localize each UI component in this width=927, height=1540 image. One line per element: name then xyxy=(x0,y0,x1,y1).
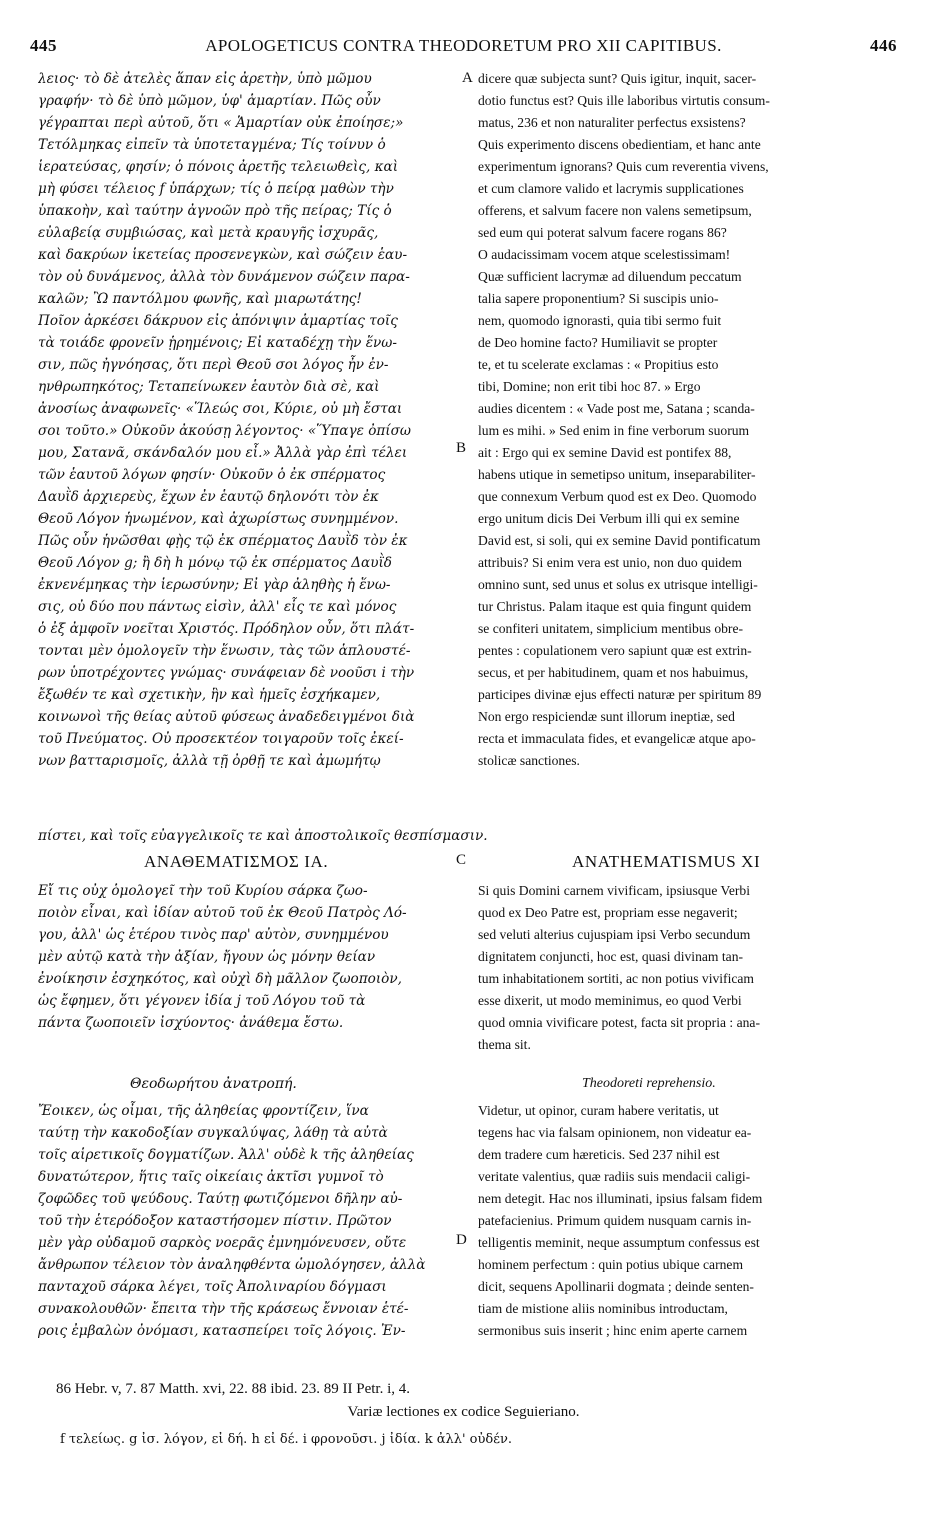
text-line: Quæ sufficient lacrymæ ad diluendum peccatum xyxy=(478,269,742,284)
text-line: offerens, et salvum facere non valens semetipsum, xyxy=(478,203,752,218)
text-line: γου, ἀλλ' ὡς ἑτέρου τινὸς παρ' αὐτὸν, συνημμένου xyxy=(38,927,389,943)
text-line: Θεοῦ Λόγον ἡνωμένον, καὶ ἀχωρίστως συνημμένον. xyxy=(38,511,399,527)
text-line: μὴ φύσει τέλειος f ὑπάρχων; τίς ὁ πείρᾳ μαθὼν τὴν xyxy=(38,181,394,197)
text-line: que connexum Verbum quod est ex Deo. Quomodo xyxy=(478,489,757,504)
text-line: tiam de mistione aliis nominibus introductam, xyxy=(478,1301,728,1316)
text-line: τοῖς αἱρετικοῖς δογματίζων. Ἀλλ' οὐδὲ k τῆς ἀληθείας xyxy=(38,1147,414,1163)
text-line: εὐλαβείᾳ συμβιώσας, καὶ μετὰ κραυγῆς ἰσχυρᾶς, xyxy=(38,225,379,241)
text-line: quod ex Deo Patre est, propriam esse negaverit; xyxy=(478,905,738,920)
text-line: de Deo homine facto? Humiliavit se propter xyxy=(478,335,718,350)
text-line: ἄνθρωπον τέλειον τὸν ἀναληφθέντα ὡμολόγησεν, ἀλλὰ xyxy=(38,1257,426,1273)
text-line: Θεοῦ Λόγον g; ἢ δὴ h μόνῳ τῷ ἐκ σπέρματος Δαυῒδ xyxy=(38,555,392,571)
text-line: audies dicentem : « Vade post me, Satana ; scanda- xyxy=(478,401,755,416)
text-line: nem detegit. Hac nos illuminati, ipsius falsam fidem xyxy=(478,1191,763,1206)
latin-section-title: ANATHEMATISMUS XI xyxy=(572,852,761,871)
text-line: tegens hac via falsam opinionem, non videatur ea- xyxy=(478,1125,752,1140)
text-line: dignitatem conjuncti, hoc est, quasi divinam tan- xyxy=(478,949,744,964)
text-line: ταύτῃ τὴν κακοδοξίαν συγκαλύψας, λάθῃ τὰ αὐτὰ xyxy=(38,1125,388,1141)
text-line: tibi, Domine; non erit tibi hoc 87. » Ergo xyxy=(478,379,701,394)
text-line: quod omnia vivificare potest, facta sit propria : ana- xyxy=(478,1015,760,1030)
page-header xyxy=(30,36,897,58)
text-line: veritate valentius, quæ radiis suis mendacii caligi- xyxy=(478,1169,751,1184)
text-line: Ποῖον ἀρκέσει δάκρυον εἰς ἀπόνιψιν ἁμαρτίας τοῖς xyxy=(38,313,398,329)
text-line: ηνθρωπηκότος; Τεταπείνωκεν ἑαυτὸν διὰ σὲ, καὶ xyxy=(38,379,380,395)
text-line: tur Christus. Palam itaque est quia fingunt quidem xyxy=(478,599,752,614)
text-line: ροις ἐμβαλὼν ὀνόμασι, κατασπείρει τοῖς λόγοις. Ἐν- xyxy=(38,1323,406,1339)
running-title: APOLOGETICUS CONTRA THEODORETUM PRO XII CAPITIBUS. xyxy=(205,36,722,55)
text-line: dicit, sequens Apollinarii dogmata ; deinde senten- xyxy=(478,1279,754,1294)
text-line: dotio functus est? Quis ille laboribus virtutis consum- xyxy=(478,93,770,108)
text-line: hominem perfectum : quin potius ubique carnem xyxy=(478,1257,744,1272)
text-line: dem tradere cum hæreticis. Sed 237 nihil est xyxy=(478,1147,720,1162)
text-line: ζοφῶδες τοῦ ψεύδους. Ταύτῃ φωτιζόμενοι δῆλην αὐ- xyxy=(38,1191,403,1207)
text-line: ἐνοίκησιν ἐσχηκότος, καὶ οὐχὶ δὴ μᾶλλον ζωοποιὸν, xyxy=(38,971,402,987)
text-line: recta et immaculata fides, et evangelicæ atque apo- xyxy=(478,731,756,746)
latin-anathema-text xyxy=(478,880,898,1056)
latin-column-top xyxy=(478,68,898,772)
text-line: ἔξωθέν τε καὶ σχετικὴν, ἣν καὶ ἡμεῖς ἐσχήκαμεν, xyxy=(38,687,381,703)
text-line: δυνατώτερον, ἥτις ταῖς οἰκείαις ἀκτῖσι γυμνοῖ τὸ xyxy=(38,1169,384,1185)
text-line: πάντα ζωοποιεῖν ἰσχύοντος· ἀνάθεμα ἔστω. xyxy=(38,1015,344,1031)
text-line: pentes : copulationem vero sapiunt quæ est extrin- xyxy=(478,643,752,658)
text-line: γραφήν· τὸ δὲ ὑπὸ μῶμον, ὑφ' ἁμαρτίαν. Πῶς οὖν xyxy=(38,93,381,109)
text-line: μὲν αὐτῷ κατὰ τὴν ἀξίαν, ἤγουν ὡς μόνην θείαν xyxy=(38,949,376,965)
text-line: λειος· τὸ δὲ ἀτελὲς ἅπαν εἰς ἀρετὴν, ὑπὸ μῶμου xyxy=(38,71,372,87)
text-line: ποιὸν εἶναι, καὶ ἰδίαν αὐτοῦ τοῦ ἐκ Θεοῦ Πατρὸς Λό- xyxy=(38,905,407,921)
text-line: talia sapere proponentium? Si suscipis unio- xyxy=(478,291,719,306)
text-line: σιν, πῶς ἠγνόησας, ὅτι περὶ Θεοῦ σοι λόγος ἦν ἐν- xyxy=(38,357,389,373)
text-line: stolicæ sanctiones. xyxy=(478,753,580,768)
text-line: κοινωνοὶ τῆς θείας αὐτοῦ φύσεως ἀναδεδειγμένοι διὰ xyxy=(38,709,415,725)
margin-marker-b: B xyxy=(456,440,467,456)
greek-subtitle: Θεοδωρήτου ἀνατροπή. xyxy=(130,1076,297,1092)
text-line: τοῦ Πνεύματος. Οὐ προσεκτέον τοιγαροῦν τοῖς ἐκεί- xyxy=(38,731,404,747)
text-line: μου, Σατανᾶ, σκάνδαλόν μου εἶ.» Ἀλλὰ γὰρ ἐπὶ τέλει xyxy=(38,445,408,461)
text-line: Δαυῒδ ἀρχιερεὺς, ἔχων ἐν ἑαυτῷ δηλονότι τὸν ἐκ xyxy=(38,489,379,505)
greek-final-line: πίστει, καὶ τοῖς εὐαγγελικοῖς τε καὶ ἀποστολικοῖς θεσπίσμασιν. xyxy=(38,828,488,844)
text-line: τῶν ἑαυτοῦ λόγων φησίν· Οὐκοῦν ὁ ἐκ σπέρματος xyxy=(38,467,386,483)
variant-readings: f τελείως. g ἰσ. λόγον, εἰ δή. h εἰ δέ. i φρονοῦσι. j ἰδία. k ἀλλ' οὐδέν. xyxy=(60,1432,513,1447)
text-line: experimentum ignorans? Quis cum reverentia vivens, xyxy=(478,159,769,174)
margin-marker-c: C xyxy=(456,852,467,868)
right-page-number: 446 xyxy=(870,36,897,55)
text-line: secus, et per habitudinem, quam et nos habuimus, xyxy=(478,665,749,680)
text-line: ἀνοσίως ἀναφωνεῖς· «Ἵλεώς σοι, Κύριε, οὐ μὴ ἔσται xyxy=(38,401,403,417)
text-line: ἱερατεύσας, φησίν; ὁ πόνοις ἀρετῆς τελειωθεὶς, καὶ xyxy=(38,159,399,175)
text-line: μὲν γὰρ οὐδαμοῦ σαρκὸς νοερᾶς ἐμνημόνευσεν, οὔτε xyxy=(38,1235,407,1251)
variants-title: Variæ lectiones ex codice Seguieriano. xyxy=(347,1404,580,1420)
footnotes: 86 Hebr. v, 7. 87 Matth. xvi, 22. 88 ibid. 23. 89 II Petr. i, 4. xyxy=(56,1381,411,1397)
text-line: omnino sunt, sed unus et solus ex utrisque intelligi- xyxy=(478,577,758,592)
text-line: habens utique in semetipso unitum, inseparabiliter- xyxy=(478,467,756,482)
text-line: σοι τοῦτο.» Οὐκοῦν ἀκούσῃ λέγοντος· «Ὕπαγε ὀπίσω xyxy=(38,423,412,439)
text-line: Quis experimento discens obedientiam, et hanc ante xyxy=(478,137,761,152)
text-line: thema sit. xyxy=(478,1037,531,1052)
greek-reprehension-text xyxy=(38,1100,460,1342)
text-line: et cum clamore valido et lacrymis supplicationes xyxy=(478,181,744,196)
text-line: ὁ ἐξ ἀμφοῖν νοεῖται Χριστός. Πρόδηλον οὖν, ὅτι πλάτ- xyxy=(38,621,415,637)
greek-column-top xyxy=(38,68,460,772)
text-line: attribuis? Si enim vera est unio, non duo quidem xyxy=(478,555,742,570)
text-line: τονται μὲν ὁμολογεῖν τὴν ἕνωσιν, τὰς τῶν ἁπλουστέ- xyxy=(38,643,411,659)
text-line: ὡς ἔφημεν, ὅτι γέγονεν ἰδία j τοῦ Λόγου τοῦ τὰ xyxy=(38,993,366,1009)
text-line: nem, quomodo ignorasti, quia tibi sermo fuit xyxy=(478,313,722,328)
text-line: lum es mihi. » Sed enim in fine verborum suorum xyxy=(478,423,750,438)
text-line: sed eum qui poterat salvum facere rogans 86? xyxy=(478,225,727,240)
text-line: Non ergo respiciendæ sunt illorum ineptiæ, sed xyxy=(478,709,735,724)
text-line: participes divinæ ejus effecti naturæ per spiritum 89 xyxy=(478,687,762,702)
text-line: καλῶν; Ὢ παντόλμου φωνῆς, καὶ μιαρωτάτης! xyxy=(38,291,362,307)
text-line: Πῶς οὖν ἡνῶσθαι φῂς τῷ ἐκ σπέρματος Δαυῒδ τὸν ἐκ xyxy=(38,533,408,549)
text-line: καὶ δακρύων ἱκετείας προσενεγκὼν, καὶ σώζειν ἑαυ- xyxy=(38,247,408,263)
text-line: γέγραπται περὶ αὐτοῦ, ὅτι « Ἁμαρτίαν οὐκ ἐποίησε;» xyxy=(38,115,404,131)
text-line: tum inhabitationem sortiti, ac non potius vivificam xyxy=(478,971,754,986)
text-line: Si quis Domini carnem vivificam, ipsiusque Verbi xyxy=(478,883,750,898)
text-line: ὑπακοὴν, καὶ ταύτην ἀγνοῶν πρὸ τῆς πείρας; Τίς ὁ xyxy=(38,203,392,219)
text-line: Videtur, ut opinor, curam habere veritatis, ut xyxy=(478,1103,719,1118)
text-line: sed veluti alterius cujuspiam ipsi Verbo secundum xyxy=(478,927,751,942)
text-line: ergo unitum dicis Dei Verbum illi qui ex semine xyxy=(478,511,740,526)
text-line: σις, οὐ δύο που πάντως εἰσὶν, ἀλλ' εἷς τε καὶ μόνος xyxy=(38,599,397,615)
text-line: ρων ὑποτρέχοντες γνώμας· συνάφειαν δὲ νοοῦσι i τὴν xyxy=(38,665,415,681)
left-page-number: 445 xyxy=(30,36,57,55)
text-line: matus, 236 et non naturaliter perfectus exsistens? xyxy=(478,115,746,130)
text-line: νων βατταρισμοῖς, ἀλλὰ τῇ ὀρθῇ τε καὶ ἀμωμήτῳ xyxy=(38,753,381,769)
greek-section-title: ΑΝΑΘΕΜΑΤΙΣΜΟΣ ΙΑ. xyxy=(144,852,329,871)
text-line: τὰ τοιάδε φρονεῖν ᾑρημένοις; Εἰ καταδέχῃ τὴν ἕνω- xyxy=(38,335,397,351)
text-line: patefacienius. Primum quidem nusquam carnis in- xyxy=(478,1213,752,1228)
text-line: τὸν οὐ δυνάμενος, ἀλλὰ τὸν δυνάμενον σώζειν παρα- xyxy=(38,269,410,285)
text-line: συνακολουθῶν· ἔπειτα τὴν τῆς κράσεως ἔννοιαν ἑτέ- xyxy=(38,1301,409,1317)
margin-marker-d: D xyxy=(456,1232,467,1248)
margin-marker-a: A xyxy=(462,70,473,86)
text-line: se confiteri unitatem, simplicium mentibus obre- xyxy=(478,621,744,636)
text-line: O audacissimam vocem atque scelestissimam! xyxy=(478,247,731,262)
text-line: πανταχοῦ σάρκα λέγει, τοῖς Ἀπολιναρίου δόγμασι xyxy=(38,1279,387,1295)
text-line: Εἴ τις οὐχ ὁμολογεῖ τὴν τοῦ Κυρίου σάρκα ζωο- xyxy=(38,883,368,899)
text-line: esse dixerit, ut modo meminimus, eo quod Verbi xyxy=(478,993,742,1008)
latin-subtitle: Theodoreti reprehensio. xyxy=(582,1076,716,1091)
text-line: τοῦ τὴν ἑτερόδοξον καταστήσομεν πίστιν. Πρῶτον xyxy=(38,1213,392,1229)
text-line: dicere quæ subjecta sunt? Quis igitur, inquit, sacer- xyxy=(478,71,757,86)
text-line: David est, si soli, qui ex semine David pontificatum xyxy=(478,533,761,548)
text-line: Τετόλμηκας εἰπεῖν τὰ ὑποτεταγμένα; Τίς τοίνυν ὁ xyxy=(38,137,386,153)
text-line: Ἔοικεν, ὡς οἶμαι, τῆς ἀληθείας φροντίζειν, ἵνα xyxy=(38,1103,369,1119)
text-line: telligentis meminit, neque assumptum confessus est xyxy=(478,1235,760,1250)
greek-anathema-text xyxy=(38,880,460,1034)
text-line: ait : Ergo qui ex semine David est pontifex 88, xyxy=(478,445,732,460)
latin-reprehension-text xyxy=(478,1100,898,1342)
text-line: te, et tu scelerate exclamas : « Propitius esto xyxy=(478,357,719,372)
text-line: ἐκνενέμηκας τὴν ἱερωσύνην; Εἰ γὰρ ἀληθὴς ἡ ἕνω- xyxy=(38,577,391,593)
text-line: sermonibus suis inserit ; hinc enim aperte carnem xyxy=(478,1323,748,1338)
